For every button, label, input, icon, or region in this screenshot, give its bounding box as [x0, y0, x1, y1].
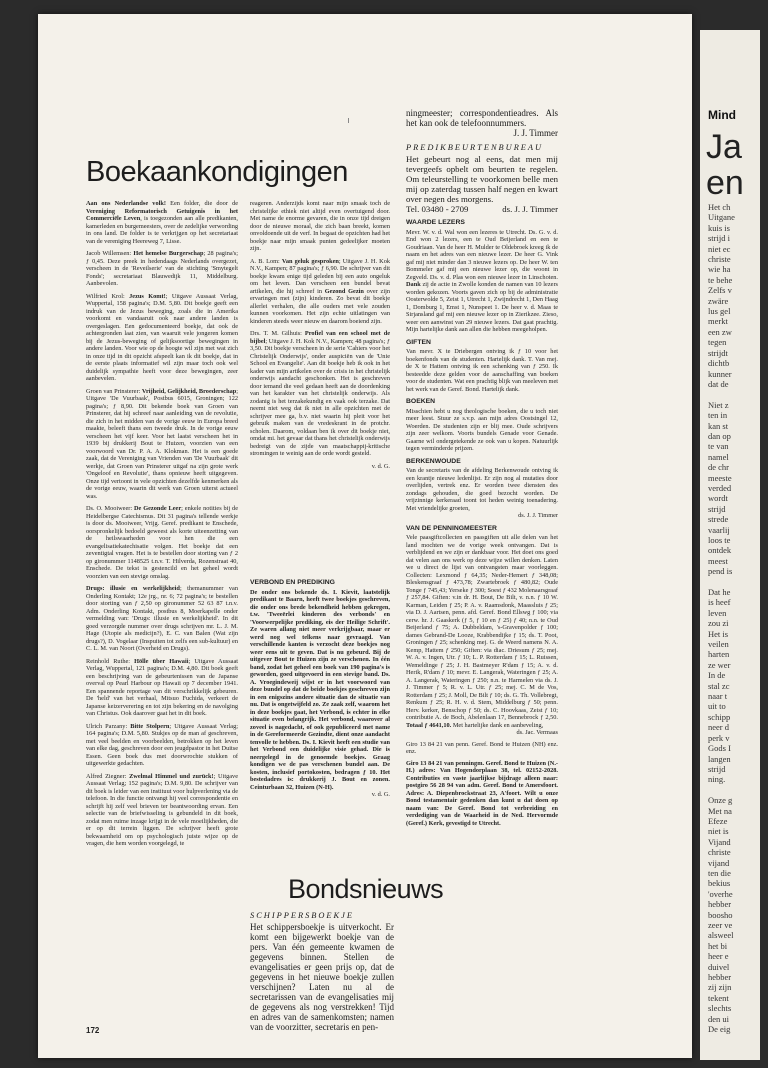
book-announcement: A. B. Lom: Van geluk gesproken; Uitgave J. H. Kok N.V., Kampen; 87 pagina's; ƒ 6,90. De schrijver van dit boekje kwam enige tijd geleden bij een auto ongeluk om het leven. Dan verscheen een bundel bevat artikelen, die hij schreef in Gezond Gezin over zijn ervaringen met (zijn) kinderen. Zo bevat dit boekje allerlei verhalen, die alle ouders met vele zouden kunnen voorkomen. Het zijn echte uitlatingen van kinderen steeds weer nieuw en daarom boeiend zijn.	[250, 257, 390, 325]
adjacent-page-line: te van	[708, 441, 729, 452]
adjacent-page-line: bekius	[708, 878, 731, 889]
adjacent-page-line: niet ec	[708, 243, 731, 254]
verbond-signature: v. d. G.	[371, 791, 390, 798]
books-column-2	[250, 200, 390, 470]
schippersboekje-heading: SCHIPPERSBOEKJE	[250, 911, 354, 920]
adjacent-page-line: harten	[708, 649, 730, 660]
news-section-heading: BERKENWOUDE	[406, 457, 461, 465]
adjacent-page-line: zeer ve	[708, 919, 733, 930]
adjacent-page-line: langen	[708, 753, 731, 764]
page-title-boekaankondigingen: Boekaankondigingen	[86, 156, 348, 188]
news-sections	[406, 219, 558, 737]
adjacent-page-line: schipp	[708, 711, 731, 722]
adjacent-page-line: Uitgane	[708, 212, 735, 223]
schippersboekje-section	[250, 912, 394, 1032]
book-announcement: Reinhold Ruthe: Hölle über Hawaii; Uitgave Aussaat Verlag, Wuppertal, 121 pagina's; D.M. 4,80. Dit boek geeft een beschrijving van de gebeurtenissen van de Japanse overval op Pearl Harbour op Hawaii op 7 december 1941. Een spannende reportage van dit verschrikkelijk gebeuren. De 'held' van het verhaal, Mitsuo Fuchida, verkeert de Japanse keizerverering en tot zijn bekering en de navolging van Christus. Ook daarover gaat het in dit boek.	[86, 657, 238, 717]
verbond-section	[250, 574, 390, 799]
news-section-body: Van mevr. X te Driebergen ontving ik ƒ 10 voor het boekenfonds van de studenten. Hartelijk dank. T. Van mej. de X te Hattem ontving ik een schenking van ƒ 250. Ik besteedde deze gelden voor de aanschaffing van boeken voor de studenten. Wat een prachtig blijk van meeleven met het werk van de Geref. Bond. Hartelijk dank.	[406, 348, 558, 393]
adjacent-page-line: strijdt	[708, 347, 728, 358]
adjacent-page-line: lus gel	[708, 306, 731, 317]
predikbeurtenbureau-phone: Tel. 03480 - 2709	[406, 203, 469, 214]
crop-mark	[348, 118, 349, 123]
adjacent-page-line: het bi	[708, 940, 728, 951]
books-signature: v. d. G.	[371, 462, 390, 470]
correspondentie-continued: ningmeester; correspondentieadres. Als het kan ook de telefoonnummers.	[406, 108, 558, 128]
adjacent-page-line: dat de	[708, 378, 729, 389]
adjacent-page-line: zij zijn	[708, 982, 732, 993]
adjacent-page-line: niet is	[708, 826, 729, 837]
adjacent-page-line: stal zc	[708, 680, 730, 691]
adjacent-page-line: strijd	[708, 763, 726, 774]
adjacent-page-line: vaarlij	[708, 524, 730, 535]
adjacent-page-line: merkt	[708, 316, 728, 327]
adjacent-page-line: wordt	[708, 493, 728, 504]
adjacent-page-line: kan st	[708, 420, 729, 431]
book-announcement: Alfred Ziegner: Zwelmal Himmel und zurück!; Uitgave Aussaat Verlag; 152 pagina's; D.M. 9,80. De schrijver van dit boek is leider van een instituut voor hulpverlening via de telefoon. In die functie ontvangt hij veel correspondentie en schrijft hij zelf veel brieven ter beantwoording ervan. Een selectie van de briefwisseling is gebundeld in dit boek, zodat men ruime inzage krijgt in de vele moeilijkheden, die er op dit terrein liggen. De schrijver heeft grote bekwaamheid om op psychologisch juiste wijze op de vragen, die hem worden voorgelegd, te	[86, 772, 238, 847]
adjacent-page-line: zou zi	[708, 618, 729, 629]
adjacent-page-line: christe	[708, 254, 731, 265]
adjacent-page-line: zwäre	[708, 295, 729, 306]
adjacent-page-line: alsweel	[708, 930, 734, 941]
book-announcement: Wilfried Krol: Jezus Komt!; Uitgave Aussaat Verlag, Wuppertal, 158 pagina's; D.M. 5,80. Dit boekje geeft een indruk van de Jezus beweging, zoals die in Amerika voorkomt en vandaaruit ook naar andere landen is overgeslagen. Een gedocumenteerd boekje, dat ook de achtergronden laat zien, van waaruit vele jongeren komen bij de Jezus-beweging of gelijksoortige bewegingen in andere landen. Voor wie op de hoogte wil zijn met wat zich in onze tijd in dit opzicht afspeelt kan ik dit boekje, dat in de eerste plaats informatief wil zijn maar toch ook wel duidelijk sympathie heeft voor deze bewegingen, zeer aanbevelen.	[86, 292, 238, 382]
predikbeurtenbureau-body: Het gebeurt nog al eens, dat men mij tevergeefs opbelt om beurten te regelen. Om teleurstelling te voorkomen belle men mij op zaterdag tussen half negen en kwart over negen des morgens.	[406, 153, 558, 204]
adjacent-page-line: hebber	[708, 899, 732, 910]
adjacent-page-line: de chr	[708, 462, 730, 473]
news-section-heading: GIFTEN	[406, 338, 431, 346]
adjacent-page-line: heer e	[708, 951, 729, 962]
adjacent-page-edge	[700, 30, 760, 1060]
adjacent-page-line: Het ch	[708, 202, 731, 212]
predikbeurtenbureau-heading: PREDIKBEURTENBUREAU	[406, 143, 544, 152]
adjacent-page-line: strijd i	[708, 233, 730, 244]
adjacent-page-line: Het is	[708, 628, 729, 639]
book-announcement: Drs. T. M. Gilhuis: Profiel van een school met de bijbel; Uitgave J. H. Kok N.V., Kampen; 48 pagina's; ƒ 3,50. Dit boekje verscheen in de serie 'Cahiers voor het Christelijk Onderwijs', onder auspiciën van de 'Unie School en Evangelie'. Aan dit boekje heb ik ook in het kader van mijn artikelen over de crisis in het christelijk onderwijs aandacht geschonken. Het is geschreven door iemand die veel gedaan heeft aan de doordenking van het karakter van het christelijk onderwijs. Als zodanig is het terzakekundig en vaak ook terzake. Dat neemt niet weg dat ik niet in alle opzichten met de schrijver mee ga, b.v. niet waarin hij pleit voor het gebruik maken van de vredeskrant in de protchr. scholen. Daarom, voldaan ben ik over dit boekje niet, omdat mi. het gevaar dat thans het christelijk onderwijs bedreigt van de zijde van maatschappij-kritische stromingen te weinig aan de orde wordt gesteld.	[250, 330, 390, 457]
adjacent-page-line: boosho	[708, 909, 733, 920]
news-section-body: Mevr. W. v. d. Wal won een lezeres te Utrecht. Ds. G. v. d. End won 2 lezers, een te Oud Beijerland en een te Goudriaan. Van de heer H. Mulder te Oldebroek kreeg ik de naam en het adres van een nieuwe lezer. De heer G. Vink gaf mij niet minder dan 3 nieuwe lezers op. De heer W. ten Bommeler gaf mij een nieuwe lezer op, die woont in Zegveld. Ds. v. d. Plas won een nieuwe lezer in Linschoten. Dank zij de actie in Zwolle konden de namen van 10 lezers worden gekozen. Voorts gaven zich op bij de administratie Oosterwolde 5, Zeist 1, Utrecht 1, Zwijndrecht 1, Den Haag 1, Domburg 1, Emst 1, Nunspeet 1. De heer v. d. Maas te Sirjansland gaf mij een nieuwe lezer op in Zierikzee. Zieso, weer een aanwinst van 29 nieuwe lezers. Dat gaat prachtig. Mijn hartelijke dank aan allen die hebben meegeholpen.	[406, 228, 558, 334]
news-section-body: Vele paasgiftcollecten en paasgiften uit alle delen van het land mochten we de vorige week ontvangen. Dat is verblijdend en we zijn er dankbaar voor. Het doet ons goed dat velen aan ons werk op deze wijze willen denken. Laten we u direct de lijst van ontvangsten maar voorleggen. Collecten: Lexmond ƒ 64,35; Neder-Hemert ƒ 348,08; Bleskensgraaf ƒ 473,78; Zwartebroek ƒ 480,82; Oude Tonge ƒ 745,43; Yerseke ƒ 300; Soest ƒ 432 Molenaarsgraaf ƒ 257,84. Giften: v.in dr. H. Bout, De Bilt, v. n.n. ƒ 10 W. Karman, Leiden ƒ 25; P. A. v. Raamsdonk, Maassluis ƒ 25; via D. J. Aartsen, penn. afd. Geref. Bond Ellswg ƒ 100; via cerw. hr. J. Gaaskerk (ƒ 5, ƒ 10 en ƒ 25) ƒ 40; n.n. te Oud Beijerland ƒ 75; A. Dubbeldam, 's-Gravenpolder ƒ 100; dames Gebrand-De Looze, Krabbendijke ƒ 15; ds. T. Poot, Groningen ƒ 25; schenking mej. G. de Weerd namens N. A. Kemp, Hattem ƒ 250; Giften: via diac. Driesum ƒ 25; mej. W. A. v. Ingen, Utr. ƒ 10; L. P. Rotterdam ƒ 15; L. Ruissen, Wemeldinge ƒ 25; J. H. Bastmeyer R'dam ƒ 15; A. v. d. Herik, R'dam ƒ 10; mevr. E. Langerak, Wateringen ƒ 25; A. A. Langerak, Wateringen ƒ 250; n.n. te Harmelen via ds. J. J. Timmer ƒ 5; R. v. L. Utr. ƒ 25; mej. C. M de Vos, Rotterdam ƒ 25; J. Moll, De Bilt ƒ 10; ds. G. Th. Vollebregt, Renkum ƒ 25; R. H. v. d. Stem, Middelburg ƒ 50; penn. Herv. kerker, Benschop ƒ 50; ds. C. Hoovkaas, Zeist ƒ 10; contributie A. de Boch, Abelenlaan 17, Bennebrock ƒ 2,50. Totaal ƒ 4641,10. Met hartelijke dank en aanbeveling,	[406, 534, 558, 729]
adjacent-page-line: ten die	[708, 867, 731, 878]
giro-note-1: Giro 13 84 21 van penn. Geref. Bond te Huizen (NH) enz. enz.	[406, 740, 558, 756]
adjacent-page-line: naar t	[708, 691, 728, 702]
verbond-body: De onder ons bekende ds. I. Kievit, laatstelijk predikant te Baarn, heeft twee boekjes geschreven, die onder ons brede bekendheid hebben gekregen, t.w. 'Tweeërlei kinderen des verbonds' en 'Voorwerpelijke prediking, eis der Heilige Schrift'. Ze waren allang niet meer verkrijgbaar, maar er werd nog wel telkens naar gevraagd. Van verschillende kanten is verzocht deze boekjes nog weer eens uit te geven. Dat is nu gebeurd. Bij de uitgever Bout te Huizen zijn ze verschenen. In één band, zodat het geheel een boek van 190 pagina's is geworden, goed uitgevoerd in een stevige band. Ds. A. Vroegindeweij wijst er in het voorwoord van deze bundel op dat de beide boekjes geschreven zijn in een enigszins andere situatie dan de situatie van nu. Dat is ongetwijfeld zo. Ze zaak zelf, waarom het in deze boekjes gaat, het Verbond, is echter in elke situatie even belangrijk. Het verbond, waarover al zoveel is nagedacht, of ook gepubliceerd met name in de Gereformeerde Gezindte, dient onze aandacht tenvolle te hebben. Ds. I. Kievit heeft een studie van het Verbond een duidelijke visie gehad. Die is neergelegd in de genoemde boekjes. Graag kondigen we de pas verschenen bundel aan. De kosten, inclusief portokosten, bedragen ƒ 10. Het bestedadres is: drukkerij J. Bout en zonen. Ceinturbaan 32, Huizen (N-H).	[250, 588, 390, 791]
adjacent-page-line: Dat he	[708, 587, 731, 597]
verbond-heading: VERBOND EN PREDIKING	[250, 579, 335, 586]
book-announcement: Groen van Prinsterer: Vrijheid, Gelijkheid, Broederschap; Uitgave 'De Vuurbaak', Postbus 6015, Groningen; 122 pagina's; ƒ 8,90. Dit bekende boek van Groen van Prinsterer, dat hij schreef naar aanleiding van de revolutie, die zich in het midden van de vorige eeuw in Europa breed maakte, beleeft thans een tweede druk. In de vorige eeuw verscheen het vijf keer. Voor het laatst verscheen het in 1939 bij drukkerij Bout te Huizen, voorzien van een voorwoord van Dr. P. A. A. Klokman. Het is een goede zaak, dat de Vereniging van Vrienden van 'De Vuurbaak' dit werkje, dat Groen van Prinsterer uitgaf na zijn grote werk 'Ongeloof en Revolutie', thans opnieuw heeft uitgegeven. Onze tijd vertoont in vele opzichten dezelfde kenmerken als de vorige eeuw, waarin dit werk van Groen uiterst actueel was.	[86, 387, 238, 500]
adjacent-page-line: tekent	[708, 992, 729, 1003]
adjacent-page-line: neer d	[708, 722, 730, 733]
news-section-body: Misschien hebt u nog theologische boeken, die u toch niet meer leest. Stuur ze s.v.p. aan mijn adres Oostsingel 12, Woerden. De studenten zijn er blij mee. Oude schrijvers zijn zeer welkom. Voorts bundels Genade voor Genade. Gaarne wil ondergetekende ze ook van u kopen. Natuurlijk tegen verminderde prijzen.	[406, 407, 558, 453]
adjacent-page-line: Met na	[708, 805, 732, 816]
adjacent-page-line: Niet z	[708, 399, 729, 410]
adjacent-page-line: kuis is	[708, 222, 730, 233]
adjacent-page-line: Zelfs v	[708, 285, 732, 296]
adjacent-page-line: ze wer	[708, 659, 731, 670]
adjacent-page-line: meest	[708, 555, 728, 566]
book-announcement: Ulrich Parzany: Bitte Stolpern; Uitgave Aussaat Verlag; 164 pagina's; D.M. 5,80. Stukjes op de man af geschreven, met veel beelden en voorbeelden, betrokken op het leven van elke dag, geschreven door een jeugdpastor in het Duitse Essen. Geen boek dus met doorwrochte stukken of uitgewerkte gedachten.	[86, 722, 238, 767]
news-section-signature: ds. Jac. Vermaas	[516, 729, 558, 737]
adjacent-page-line: veilen	[708, 639, 729, 650]
adjacent-page-line: kunner	[708, 368, 732, 379]
adjacent-page-title-line-1: Ja	[706, 128, 742, 166]
adjacent-page-line: slechts	[708, 1003, 732, 1014]
adjacent-page-line: hebber	[708, 972, 732, 983]
adjacent-page-line: perk v	[708, 732, 730, 743]
adjacent-page-line: verded	[708, 482, 732, 493]
book-announcement: reageren. Anderzijds komt naar mijn smaak toch de christelijke ethiek niet altijd even overtuigend door. Met name de enorme gevaren, die in onze tijd dreigen door de nieuwe moraal, die zich baan breekt, komen onvoldoende uit de verf. In begaat de opzichten had het boekje naar mijn smaak punten gedeelijker moeten zijn.	[250, 200, 390, 252]
adjacent-page-line: vijand	[708, 857, 730, 868]
book-announcement: Ds. O. Mooiweer: De Gezonde Leer; enkele notities bij de Heidelbergse Catechismus. Dit 31 pagina's tellende werkje is door ds. Mooiweer, Vrijg. Geref. predikant te Enschede, oorspronkelijk bedoeld geweest als korte uiteenzetting van de heilswaarheden voor hen die een evangelisatiekatechisatie volgen. Het boekje dat een zeventigtal vragen. Het is te bestellen door storting van ƒ 2 op gironummer 1148525 t.n.v. T. Hilverda, Rozenstraat 40, Enschede. De tekst is gestencild en het geheel wordt voorzien van een stevige omslag.	[86, 505, 239, 580]
correspondentie-signature: J. J. Timmer	[513, 128, 558, 138]
adjacent-page-line: ning.	[708, 774, 726, 785]
adjacent-page-line: loos te	[708, 534, 731, 545]
adjacent-page-line: Efeze	[708, 815, 728, 826]
adjacent-page-line: uit to	[708, 701, 726, 712]
adjacent-page-line: te behe	[708, 274, 733, 285]
books-column-1	[86, 200, 238, 853]
adjacent-page-header: Mind	[708, 108, 736, 122]
adjacent-page-line: Gods I	[708, 743, 731, 754]
adjacent-page-line: dan op	[708, 430, 731, 441]
adjacent-page-line: een zw	[708, 326, 732, 337]
adjacent-page-line: De eig	[708, 1024, 731, 1035]
book-announcement: Jacob Willemsen: Het hemelse Burgerschap; 28 pagina's; ƒ 0,45. Deze preek in hedendaags Nederlands overgezet, verscheen in de 'Reveilserie' van de stichting 'Smytegelt Fonds'; secretariaat Blauwedijk 11, Middelburg. Aanbevolen.	[86, 250, 238, 287]
news-section-heading: WAARDE LEZERS	[406, 219, 465, 227]
adjacent-page-line: duivel	[708, 961, 730, 972]
adjacent-page-line: strede	[708, 514, 729, 525]
adjacent-page-line: 'overhe	[708, 888, 733, 899]
adjacent-page-line: leven	[708, 607, 727, 618]
adjacent-page-line	[708, 785, 768, 795]
news-section-heading: VAN DE PENNINGMEESTER	[406, 524, 497, 532]
adjacent-page-line	[708, 389, 768, 399]
newspaper-page	[38, 14, 692, 1058]
schippersboekje-body: Het schippersboekje is uitverkocht. Er komt een bijgewerkt boekje van de pers. Van één gemeente kwamen de gegevens binnen. Stellen de evangelisaties er geen prijs op, dat de gegevens in het nieuwe boekje zullen verschijnen? Laten nu al de secretarissen van de evangelisaties mij de gegevens als nog verstrekken! Tijd en adres van de samenkomsten; namen van de voorzitter, secretaris en pen-	[250, 921, 394, 1032]
adjacent-page-text	[708, 202, 768, 1034]
adjacent-page-line: christe	[708, 847, 731, 858]
news-section-heading: BOEKEN	[406, 398, 436, 406]
adjacent-page-line: In de	[708, 670, 726, 681]
predikbeurtenbureau-signature: ds. J. J. Timmer	[502, 203, 558, 214]
adjacent-page-line: ontdek	[708, 545, 732, 556]
news-section-body: Van de secretaris van de afdeling Berkenwoude ontving ik een krantje nieuwe ledenlijst. Er zijn nog al mutaties door overlijden, vertrek enz. Er worden twee diensten des zondags gehouden, die goed bezocht worden. De vrijzinnige kerkeraad toont tot heden weinig toenadering. Met vriendelijke groeten,	[406, 467, 558, 512]
adjacent-page-line: tegen	[708, 337, 727, 348]
adjacent-page-line: Onze g	[708, 795, 733, 806]
adjacent-page-line: namel	[708, 451, 729, 462]
book-announcement: Drugs: illusie en werkelijkheid; themanummer van Onderling Kontakt; 12e jrg., nr. 6; 72 pagina's; te bestellen door storting van ƒ 2,50 op gironummer 52 63 87 t.n.v. Adm. Onderling Kontakt, postbus 8, Moerkapelle onder vermelding van: 'Drugs: illusie en werkelijkheid'. In dit goed verzorgde nummer over drugs schrijven mr. L. J. M. Hage (Utopie als medicijn?), E. C. van Balen (Wat zijn drugs?), D. Vogelaar (Inspuiten tot zelfs een sub-kultuur) en C. L. M. van Noort (Overheid en Drugs).	[86, 585, 238, 652]
adjacent-page-line: den ui	[708, 1013, 730, 1024]
page-number: 172	[86, 1026, 100, 1035]
bondsnieuws-column	[406, 108, 558, 827]
giro-note-2: Giro 13 84 21 van penningm. Geref. Bond te Huizen (N.-H.) adres: Van Hogendorplaan 38, tel. 02152-2028. Contributies en vaste jaarlijkse bijdrage alleen naar: postgiro 56 28 94 van adm. Geref. Bond te Amersfoort. Adres: A. Diepenbrockstraat 23, A'foort. Wilt u onze Bond testamentair gedenken dan kunt u dat doen op naam van: De Geref. Bond tot verbreiding en verdediging van de Waarheid in de Ned. Hervormde (Geref.) Kerk, gevestigd te Utrecht.	[406, 759, 558, 827]
adjacent-page-line: dichtb	[708, 358, 730, 369]
adjacent-page-line	[708, 577, 768, 587]
book-announcement: Aan ons Nederlandse volk! Een folder, die door de Vereniging Reformatorisch Getuigenis in het Commerciële Leven, is toegezonden aan alle predikanten, kamerleden en burgemeesters, over de zedelijke verwording in ons land. De folder is te verkrijgen op het secretariaat van de vereniging Heereweg 7, Lisse.	[86, 200, 239, 245]
adjacent-page-line: pend is	[708, 566, 733, 577]
adjacent-page-title-line-2: en	[706, 164, 744, 202]
adjacent-page-line: Vijand	[708, 836, 731, 847]
adjacent-page-line: wie ha	[708, 264, 731, 275]
news-section-signature: ds. J. J. Timmer	[518, 512, 558, 520]
adjacent-page-line: ten in	[708, 410, 728, 421]
section-title-bondsnieuws: Bondsnieuws	[288, 874, 444, 904]
adjacent-page-line: strijd	[708, 503, 726, 514]
adjacent-page-line: is heef	[708, 597, 731, 608]
adjacent-page-line: meeste	[708, 472, 732, 483]
